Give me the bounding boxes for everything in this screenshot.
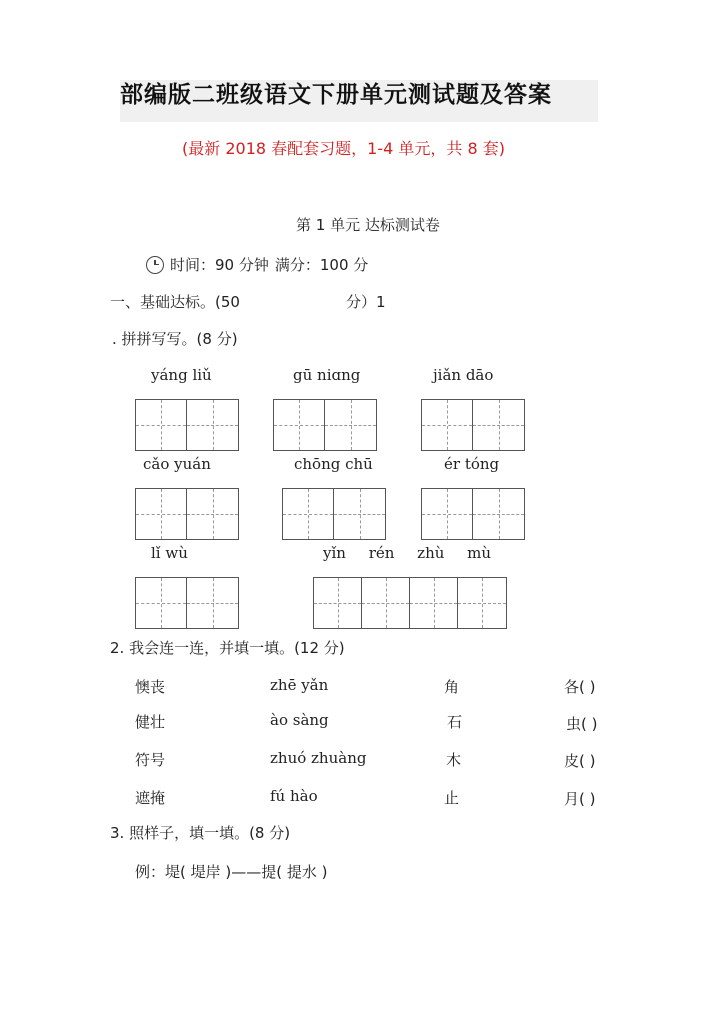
question-1-label: . 拼拼写写。(8 分) — [112, 330, 238, 348]
radical-char: 角 — [444, 678, 460, 696]
page-subtitle: (最新 2018 春配套习题，1-4 单元，共 8 套) — [182, 139, 505, 158]
match-word: 懊丧 — [135, 678, 166, 696]
match-pinyin: ào sàng — [270, 711, 329, 729]
clock-icon — [146, 256, 164, 274]
writing-grid[interactable] — [273, 399, 377, 451]
pinyin-label: yáng liǔ — [151, 366, 212, 384]
fill-blank[interactable]: 各( ) — [564, 678, 596, 696]
fill-blank[interactable]: 虫( ) — [566, 715, 598, 733]
pinyin-label: jiǎn dāo — [433, 366, 494, 384]
radical-char: 止 — [444, 789, 460, 807]
writing-grid[interactable] — [135, 488, 239, 540]
time-limit: 时间：90 分钟 — [170, 256, 269, 274]
section-heading: 一、基础达标。(50 — [110, 293, 240, 311]
writing-grid[interactable] — [421, 399, 525, 451]
question-2-label: 2. 我会连一连，并填一填。(12 分) — [110, 639, 345, 657]
pinyin-label: ér tóng — [444, 455, 500, 473]
match-pinyin: zhē yǎn — [270, 676, 329, 694]
writing-grid[interactable] — [135, 577, 239, 629]
example-line: 例：堤( 堤岸 )——提( 提水 ) — [135, 863, 328, 881]
writing-grid[interactable] — [135, 399, 239, 451]
writing-grid[interactable] — [313, 577, 507, 629]
fill-blank[interactable]: 月( ) — [564, 790, 596, 808]
radical-char: 木 — [446, 751, 462, 769]
writing-grid[interactable] — [421, 488, 525, 540]
pinyin-label: gū niɑng — [293, 366, 361, 384]
match-pinyin: zhuó zhuàng — [270, 749, 367, 767]
section-heading-tail: 分）1 — [346, 293, 386, 311]
radical-char: 石 — [447, 713, 463, 731]
pinyin-label: cǎo yuán — [143, 455, 211, 473]
match-word: 遮掩 — [135, 789, 166, 807]
match-word: 符号 — [135, 751, 166, 769]
pinyin-label: lǐ wù — [151, 544, 188, 562]
question-3-label: 3. 照样子，填一填。(8 分) — [110, 824, 291, 842]
unit-title: 第 1 单元 达标测试卷 — [296, 216, 440, 234]
pinyin-label: chōng chū — [294, 455, 373, 473]
time-score-line — [146, 254, 368, 275]
writing-grid[interactable] — [282, 488, 386, 540]
match-word: 健壮 — [135, 713, 166, 731]
full-score: 满分：100 分 — [274, 256, 369, 274]
page-title: 部编版二班级语文下册单元测试题及答案 — [120, 82, 552, 108]
match-pinyin: fú hào — [270, 787, 318, 805]
fill-blank[interactable]: 皮( ) — [564, 752, 596, 770]
pinyin-label: yǐn rén zhù mù — [323, 544, 492, 562]
